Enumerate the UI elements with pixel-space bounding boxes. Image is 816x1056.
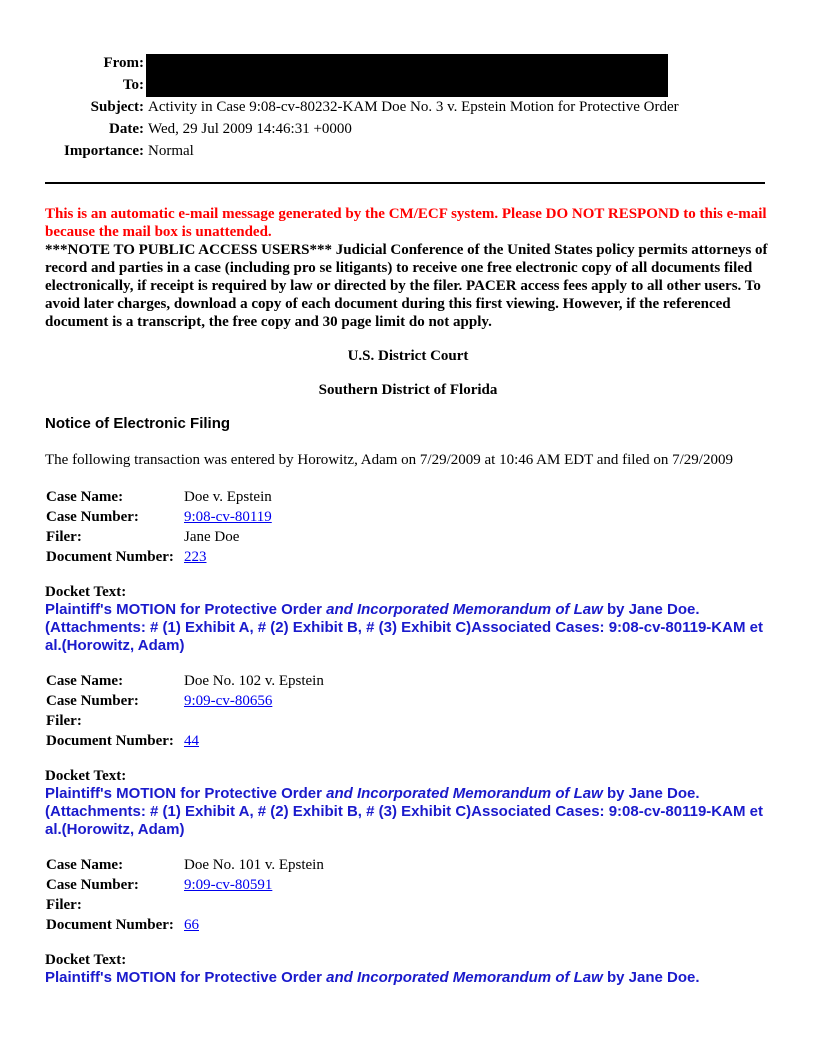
case-number-label: Case Number: <box>46 509 139 525</box>
case-number-label: Case Number: <box>46 693 139 709</box>
case-number-label: Case Number: <box>46 877 139 893</box>
document-number-link[interactable]: 44 <box>184 733 199 749</box>
nef-heading: Notice of Electronic Filing <box>45 415 231 432</box>
case-name-value: Doe No. 101 v. Epstein <box>184 857 324 873</box>
to-label: To: <box>122 77 144 93</box>
docket-text-label: Docket Text: <box>45 768 127 784</box>
case-number-link[interactable]: 9:09-cv-80591 <box>184 877 273 893</box>
case-name-label: Case Name: <box>46 489 124 505</box>
from-label: From: <box>103 55 144 71</box>
filer-value: Jane Doe <box>184 529 240 545</box>
date-label: Date: <box>109 121 144 137</box>
filer-label: Filer: <box>46 897 82 913</box>
court-title: U.S. District Court <box>347 348 469 364</box>
date-value: Wed, 29 Jul 2009 14:46:31 +0000 <box>148 121 352 137</box>
header-divider <box>45 182 765 184</box>
document-number-label: Document Number: <box>46 549 174 565</box>
docket-text: Plaintiff's MOTION for Protective Order and Incorporated Memorandum of Law by Jane Doe. (Attachments: # (1) Exhibit A, # (2) Exhibit B, # (3) Exhibit C)Associated Cases: 9:08-cv-80119-KAM et al.(Horowitz, Adam) <box>45 601 763 654</box>
case-name-label: Case Name: <box>46 857 124 873</box>
public-access-note: ***NOTE TO PUBLIC ACCESS USERS*** Judicial Conference of the United States policy permits attorneys of record and parties in a case (including pro se litigants) to receive one free electronic copy of all documents filed electronically, if receipt is required by law or directed by the filer. PACER access fees apply to all other users. To avoid later charges, download a copy of each document during this first viewing. However, if the referenced document is a transcript, the free copy and 30 page limit do not apply. <box>45 242 768 330</box>
document-number-label: Document Number: <box>46 917 174 933</box>
filer-label: Filer: <box>46 529 82 545</box>
subject-label: Subject: <box>90 99 144 115</box>
docket-text: Plaintiff's MOTION for Protective Order and Incorporated Memorandum of Law by Jane Doe. (Attachments: # (1) Exhibit A, # (2) Exhibit B, # (3) Exhibit C)Associated Cases: 9:08-cv-80119-KAM et al.(Horowitz, Adam) <box>45 785 763 838</box>
case-name-label: Case Name: <box>46 673 124 689</box>
filer-label: Filer: <box>46 713 82 729</box>
case-number-link[interactable]: 9:08-cv-80119 <box>184 509 272 525</box>
importance-label: Importance: <box>64 143 144 159</box>
docket-text-label: Docket Text: <box>45 584 127 600</box>
redaction-block <box>146 54 668 97</box>
subject-value: Activity in Case 9:08-cv-80232-KAM Doe No. 3 v. Epstein Motion for Protective Order <box>148 99 679 115</box>
document-number-label: Document Number: <box>46 733 174 749</box>
importance-value: Normal <box>148 143 194 159</box>
document-number-link[interactable]: 66 <box>184 917 199 933</box>
document-number-link[interactable]: 223 <box>184 549 207 565</box>
docket-text-label: Docket Text: <box>45 952 127 968</box>
case-name-value: Doe No. 102 v. Epstein <box>184 673 324 689</box>
district-title: Southern District of Florida <box>318 382 498 398</box>
auto-message-warning: This is an automatic e-mail message generated by the CM/ECF system. Please DO NOT RESPOND to this e-mail because the mail box is unattended. <box>45 206 767 240</box>
docket-text: Plaintiff's MOTION for Protective Order and Incorporated Memorandum of Law by Jane Doe. <box>45 969 700 986</box>
case-name-value: Doe v. Epstein <box>184 489 272 505</box>
case-number-link[interactable]: 9:09-cv-80656 <box>184 693 273 709</box>
transaction-intro: The following transaction was entered by Horowitz, Adam on 7/29/2009 at 10:46 AM EDT and filed on 7/29/2009 <box>45 452 733 468</box>
